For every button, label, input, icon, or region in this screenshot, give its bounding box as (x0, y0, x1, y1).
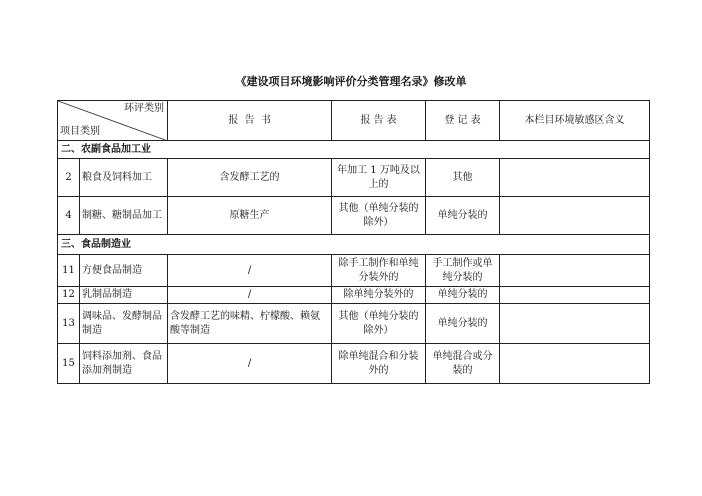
row-report-table: 年加工 1 万吨及以上的 (332, 159, 426, 197)
row-report-book: / (168, 344, 332, 384)
classification-table (57, 100, 650, 384)
row-report-table: 除手工制作和单纯分装外的 (332, 255, 426, 287)
row-number: 12 (58, 287, 80, 304)
header-sensitive-area: 本栏目环境敏感区含义 (500, 101, 650, 141)
row-report-table: 除单纯分装外的 (332, 287, 426, 304)
header-row (58, 101, 650, 141)
row-category: 粮食及饲料加工 (80, 159, 168, 197)
header-report-table: 报 告 表 (332, 101, 426, 141)
row-register: 其他 (426, 159, 500, 197)
section-title: 三、食品制造业 (58, 235, 650, 255)
table-row (58, 159, 650, 197)
row-sensitive (500, 304, 650, 344)
row-register: 单纯分装的 (426, 304, 500, 344)
row-number: 11 (58, 255, 80, 287)
row-report-book: / (168, 287, 332, 304)
row-report-book: 含发酵工艺的味精、柠檬酸、赖氨酸等制造 (168, 304, 332, 344)
section-row (58, 141, 650, 159)
table-row (58, 287, 650, 304)
row-register: 手工制作或单纯分装的 (426, 255, 500, 287)
header-diag-bottom: 项目类别 (60, 126, 100, 137)
row-report-book: 原糖生产 (168, 197, 332, 235)
row-sensitive (500, 344, 650, 384)
row-report-book: 含发酵工艺的 (168, 159, 332, 197)
row-report-book: / (168, 255, 332, 287)
row-report-table: 其他（单纯分装的除外） (332, 197, 426, 235)
row-category: 方便食品制造 (80, 255, 168, 287)
row-number: 2 (58, 159, 80, 197)
table-row (58, 255, 650, 287)
row-category: 调味品、发酵制品制造 (80, 304, 168, 344)
row-category: 制糖、糖制品加工 (80, 197, 168, 235)
row-register: 单纯混合或分装的 (426, 344, 500, 384)
table-row (58, 304, 650, 344)
row-number: 15 (58, 344, 80, 384)
row-sensitive (500, 255, 650, 287)
row-register: 单纯分装的 (426, 197, 500, 235)
header-register: 登 记 表 (426, 101, 500, 141)
header-diag-top: 环评类别 (124, 103, 164, 114)
document-title: 《建设项目环境影响评价分类管理名录》修改单 (235, 75, 467, 88)
table-row (58, 197, 650, 235)
row-number: 4 (58, 197, 80, 235)
section-title: 二、农副食品加工业 (58, 141, 650, 159)
row-report-table: 除单纯混合和分装外的 (332, 344, 426, 384)
row-sensitive (500, 159, 650, 197)
row-number: 13 (58, 304, 80, 344)
section-row (58, 235, 650, 255)
diagonal-header-cell (58, 101, 168, 141)
row-category: 饲料添加剂、食品添加剂制造 (80, 344, 168, 384)
row-report-table: 其他（单纯分装的除外） (332, 304, 426, 344)
row-sensitive (500, 197, 650, 235)
table-row (58, 344, 650, 384)
row-sensitive (500, 287, 650, 304)
row-register: 单纯分装的 (426, 287, 500, 304)
header-report-book: 报 告 书 (168, 101, 332, 141)
row-category: 乳制品制造 (80, 287, 168, 304)
